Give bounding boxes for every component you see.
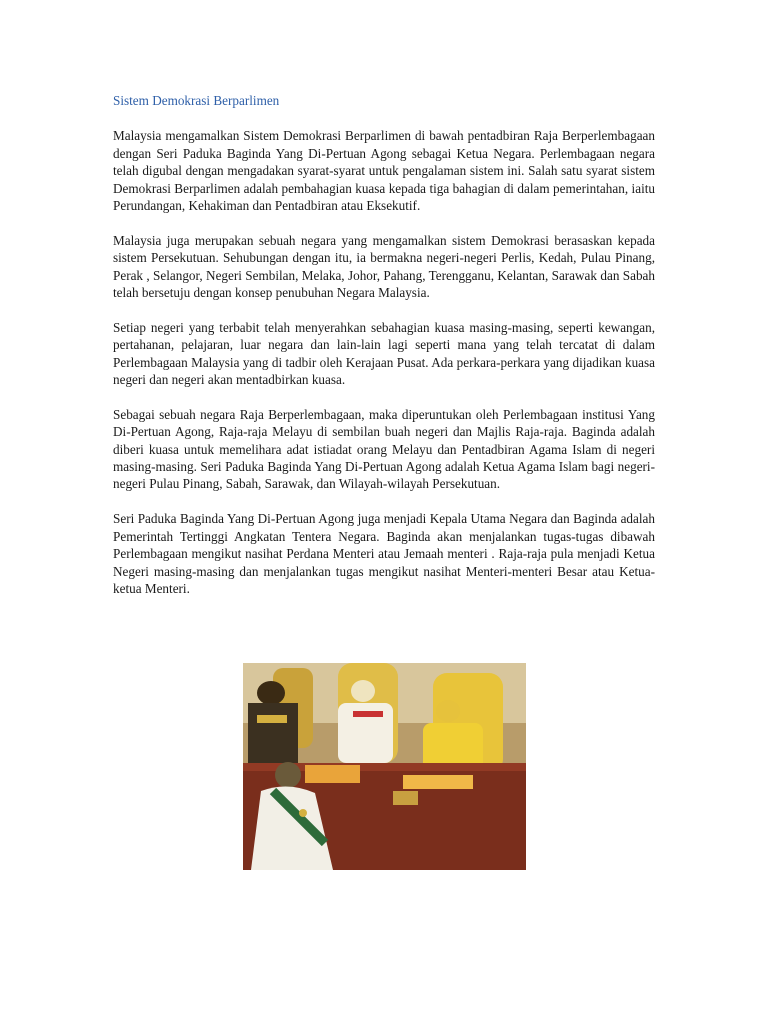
section-heading: Sistem Demokrasi Berparlimen	[113, 93, 280, 108]
paragraph-2: Malaysia juga merupakan sebuah negara yang mengamalkan sistem Demokrasi berasaskan kepada sistem Persekutuan. Sehubungan dengan itu, ia bermakna negeri-negeri Perlis, Kedah, Pulau Pinang, Perak , Selangor, Negeri Sembilan, Melaka, Johor, Pahang, Terengganu, Kelantan, Sarawak dan Sabah telah bersetuju dengan konsep penubuhan Negara Malaysia.	[113, 232, 655, 301]
document-body	[113, 92, 655, 615]
paragraph-1: Malaysia mengamalkan Sistem Demokrasi Berparlimen di bawah pentadbiran Raja Berperlembagaan dengan Seri Paduka Baginda Yang Di-Pertuan Agong sebagai Ketua Negara. Perlembagaan negara telah digubal dengan mengadakan syarat-syarat untuk pengalaman sistem ini. Salah satu syarat sistem Demokrasi Berparlimen adalah pembahagian kuasa kepada tiga bahagian di dalam pemerintahan, iaitu Perundangan, Kehakiman dan Pentadbiran atau Eksekutif.	[113, 128, 655, 214]
royal-ceremony-photo	[243, 663, 526, 870]
photo-illustration	[243, 663, 526, 870]
paragraph-4: Sebagai sebuah negara Raja Berperlembagaan, maka diperuntukan oleh Perlembagaan institusi Yang Di-Pertuan Agong, Raja-raja Melayu di sembilan buah negeri dan Majlis Raja-raja. Baginda adalah diberi kuasa untuk memelihara adat istiadat orang Melayu dan Pentadbiran Agama Islam di negeri masing-masing. Seri Paduka Baginda Yang Di-Pertuan Agong adalah Ketua Agama Islam bagi negeri-negeri Pulau Pinang, Sabah, Sarawak, dan Wilayah-wilayah Persekutuan.	[113, 406, 655, 492]
paragraph-3: Setiap negeri yang terbabit telah menyerahkan sebahagian kuasa masing-masing, seperti kewangan, pertahanan, pelajaran, luar negara dan lain-lain lagi seperti mana yang telah tercatat di dalam Perlembagaan Malaysia yang di tadbir oleh Kerajaan Pusat. Ada perkara-perkara yang dijadikan kuasa negeri dan negeri akan mentadbirkan kuasa.	[113, 319, 655, 388]
paragraph-5: Seri Paduka Baginda Yang Di-Pertuan Agong juga menjadi Kepala Utama Negara dan Baginda adalah Pemerintah Tertinggi Angkatan Tentera Negara. Baginda akan menjalankan tugas-tugas dibawah Perlembagaan mengikut nasihat Perdana Menteri atau Jemaah menteri . Raja-raja pula menjadi Ketua Negeri masing-masing dan menjalankan tugas mengikut nasihat Menteri-menteri Besar atau Ketua-ketua Menteri.	[113, 511, 655, 596]
